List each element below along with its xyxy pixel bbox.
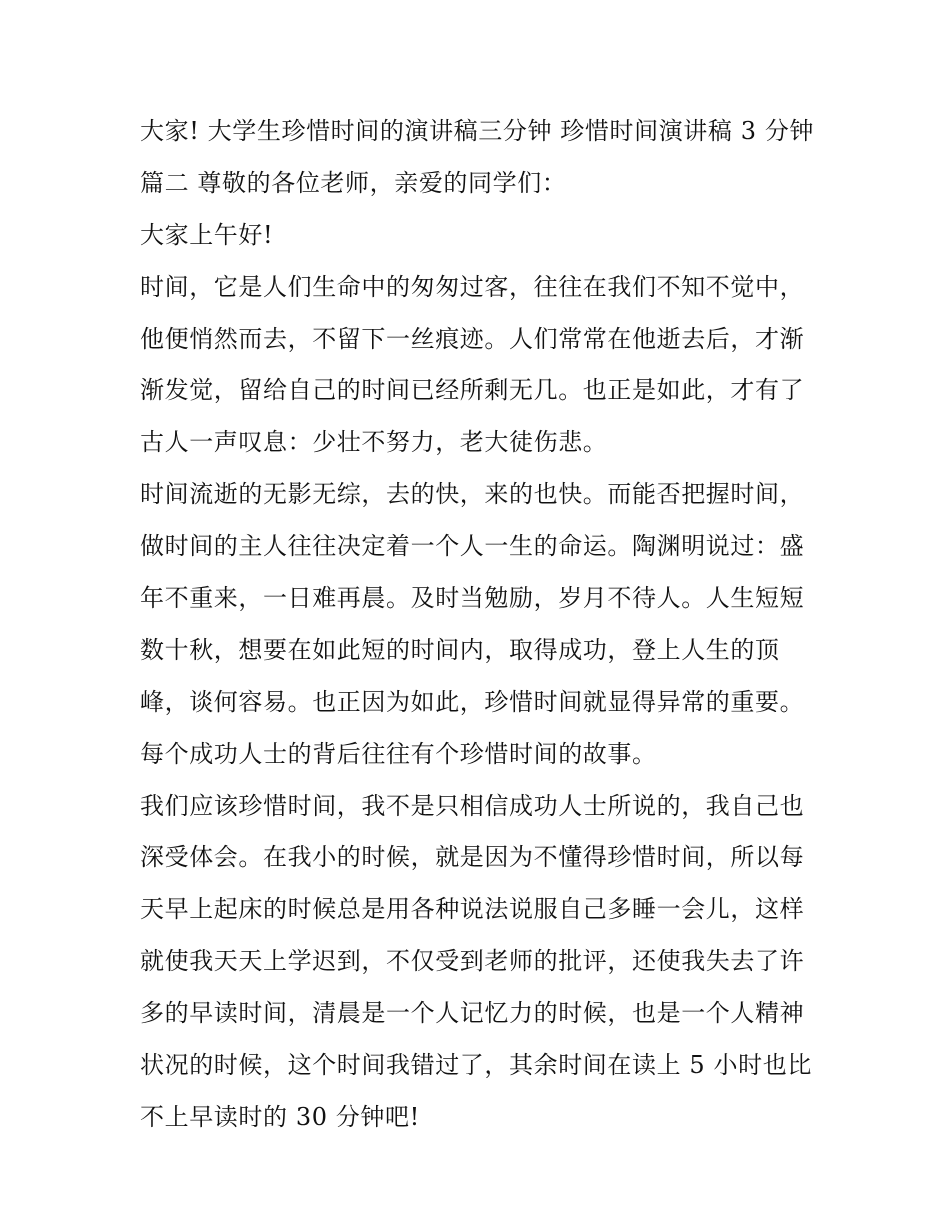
text-line-20: 不上早读时的 30 分钟吧! [140,1102,420,1131]
text-line-12: 峰，谈何容易。也正因为如此，珍惜时间就显得异常的重要。 [140,687,805,716]
text-line-4: 时间，它是人们生命中的匆匆过客，往往在我们不知不觉中， [140,272,805,301]
text-line-14: 我们应该珍惜时间，我不是只相信成功人士所说的，我自己也 [140,791,805,820]
text-line-3: 大家上午好! [140,220,274,249]
text-line-11: 数十秋，想要在如此短的时间内，取得成功，登上人生的顶 [140,635,780,664]
text-line-13: 每个成功人士的背后往往有个珍惜时间的故事。 [140,739,657,768]
text-line-18: 多的早读时间，清晨是一个人记忆力的时候，也是一个人精神 [140,999,805,1028]
text-line-9: 做时间的主人往往决定着一个人一生的命运。陶渊明说过：盛 [140,532,805,561]
text-line-8: 时间流逝的无影无综，去的快，来的也快。而能否把握时间， [140,480,805,509]
text-line-17: 就使我天天上学迟到，不仅受到老师的批评，还使我失去了许 [140,947,805,976]
text-line-10: 年不重来，一日难再晨。及时当勉励，岁月不待人。人生短短 [140,584,805,613]
text-line-15: 深受体会。在我小的时候，就是因为不懂得珍惜时间，所以每 [140,843,805,872]
speech-text-body [140,106,820,1144]
text-line-6: 渐发觉，留给自己的时间已经所剩无几。也正是如此，才有了 [140,376,805,405]
text-line-2: 篇二 尊敬的各位老师，亲爱的同学们： [140,168,567,197]
text-line-5: 他便悄然而去，不留下一丝痕迹。人们常常在他逝去后，才渐 [140,324,805,353]
text-line-7: 古人一声叹息：少壮不努力，老大徒伤悲。 [140,428,608,457]
text-line-16: 天早上起床的时候总是用各种说法说服自己多睡一会儿，这样 [140,895,805,924]
text-line-19: 状况的时候，这个时间我错过了，其余时间在读上 5 小时也比 [140,1051,812,1080]
text-line-1: 大家! 大学生珍惜时间的演讲稿三分钟 珍惜时间演讲稿 3 分钟 [140,117,815,145]
